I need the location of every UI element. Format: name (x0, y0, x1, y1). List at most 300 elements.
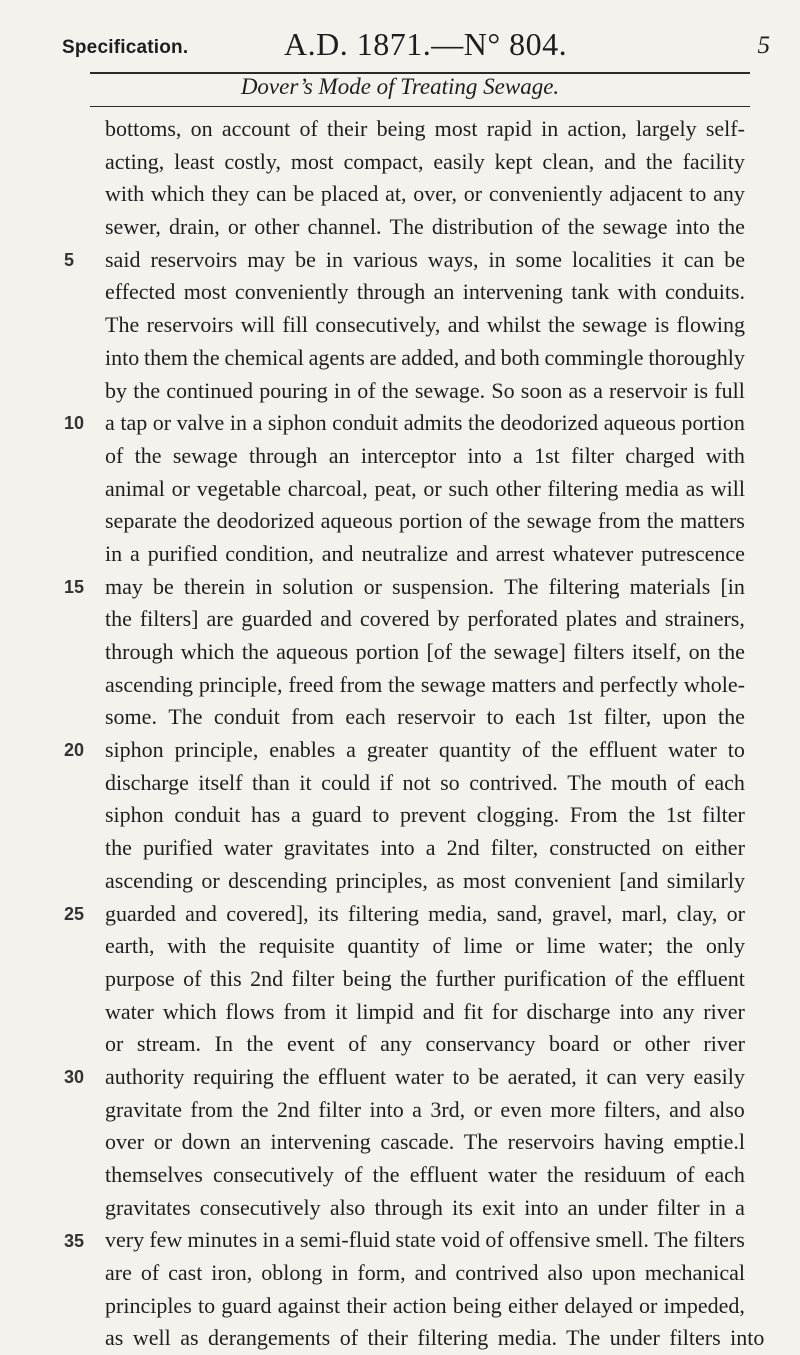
word: can (683, 246, 715, 272)
text-line (105, 1028, 745, 1061)
word: 1st (665, 802, 692, 828)
text-line (105, 930, 745, 963)
word: clay, (676, 900, 718, 926)
word: over, (413, 181, 457, 207)
word: to (689, 181, 707, 207)
word: agents (308, 344, 365, 370)
word: each (704, 1162, 745, 1187)
word: of (432, 933, 451, 959)
word: or (171, 475, 190, 501)
word: principles (105, 1292, 192, 1318)
word: it (299, 769, 312, 795)
word: water (105, 998, 154, 1024)
word: 2nd (250, 965, 284, 991)
word: exit (482, 1194, 516, 1220)
word: and (669, 1096, 701, 1122)
word: localities (572, 246, 652, 272)
word: guard (311, 802, 362, 828)
word: and (447, 312, 480, 338)
word: marl, (621, 900, 668, 926)
word: enables (269, 737, 336, 763)
word: from (190, 1096, 234, 1122)
word: on (661, 835, 684, 861)
word: channel. (307, 214, 382, 240)
word: facility (682, 148, 745, 174)
word: flowing (676, 312, 745, 338)
word: siphon (105, 802, 164, 828)
word: into (369, 1096, 404, 1122)
text-line (105, 244, 745, 277)
line-number: 10 (64, 413, 85, 433)
word: in (262, 1227, 280, 1253)
word: quantity (347, 933, 420, 959)
text-line (105, 1192, 745, 1225)
word: the (717, 214, 745, 240)
word: aqueous (320, 508, 393, 534)
word: 2nd (276, 1096, 310, 1122)
word: semi-fluid (299, 1227, 391, 1253)
word: covered (359, 606, 430, 632)
word: a (346, 737, 356, 763)
word: lime (546, 933, 586, 959)
word: drain, (169, 214, 220, 240)
word: effected (105, 279, 176, 305)
word: by (437, 606, 460, 632)
word: The (463, 1129, 499, 1155)
word: [in (720, 573, 745, 599)
word: and (320, 606, 352, 632)
word: matters (680, 508, 745, 534)
word: purification (503, 965, 607, 991)
text-line (105, 571, 745, 604)
word: ascending (105, 671, 193, 697)
word: the (548, 312, 575, 338)
word: from (283, 998, 327, 1024)
word: of (357, 377, 376, 403)
word: under (597, 1194, 648, 1220)
word: sewage (582, 312, 648, 338)
word: full (714, 377, 745, 403)
word: and (464, 344, 496, 370)
word: flows (225, 998, 275, 1024)
line-number: 20 (64, 740, 85, 760)
text-line (105, 407, 745, 440)
page-header (62, 20, 774, 70)
word: filtering (548, 573, 620, 599)
word: be (478, 1063, 500, 1089)
word: valve (176, 410, 225, 436)
word: lime (463, 933, 503, 959)
word: media, (428, 900, 488, 926)
word: other (644, 1031, 690, 1057)
word: whatever (552, 540, 634, 566)
word: of (348, 1031, 367, 1057)
word: may (247, 246, 286, 272)
word: The (654, 1227, 689, 1253)
word: soon (520, 377, 563, 403)
text-line (105, 734, 745, 767)
word: clean, (542, 148, 595, 174)
word: [of (426, 639, 453, 664)
word: further (435, 965, 496, 991)
word: to (372, 802, 390, 828)
word: in (488, 246, 506, 272)
word: of (485, 1227, 504, 1253)
word: its (317, 900, 339, 926)
word: residuum (584, 1162, 666, 1187)
word: the (381, 377, 409, 403)
word: kept (494, 148, 533, 174)
word: largely (635, 116, 697, 141)
word: [and (619, 867, 659, 893)
word: board (549, 1031, 600, 1057)
word: any (662, 998, 695, 1024)
word: tap (120, 410, 148, 436)
word: sewage (602, 214, 668, 240)
word: or (201, 867, 220, 893)
word: to (486, 704, 504, 730)
word: or (515, 933, 534, 959)
header-rule-bottom (90, 106, 750, 107)
word: as (685, 475, 704, 501)
word: into (467, 442, 502, 468)
word: interceptor (360, 442, 457, 468)
word: water (487, 1162, 537, 1187)
word: into (105, 344, 140, 370)
word: a (252, 410, 263, 436)
word: mechanical (644, 1260, 745, 1286)
word: offensive (508, 1227, 591, 1253)
word: into (524, 1194, 559, 1220)
word: vegetable (196, 475, 281, 501)
word: or (227, 214, 247, 240)
word: the (246, 1031, 274, 1057)
word: being (376, 116, 426, 141)
word: either (694, 835, 745, 861)
word: greater (366, 737, 428, 763)
word: conduit (174, 802, 241, 828)
word: effluent (589, 737, 658, 763)
text-line (105, 211, 745, 244)
word: the (388, 671, 416, 697)
text-line (105, 865, 745, 898)
word: requisite (258, 933, 335, 959)
word: 1st (534, 442, 560, 468)
word: most (463, 867, 506, 893)
word: cascade. (380, 1129, 455, 1155)
word: of (183, 965, 202, 991)
word: tank (571, 279, 610, 305)
patent-title: A.D. 1871.—N° 804. (284, 26, 568, 62)
word: into (380, 835, 415, 861)
word: fill (282, 312, 308, 338)
word: pouring (259, 377, 328, 403)
word: on (190, 116, 213, 141)
word: river (703, 1031, 745, 1057)
word: gravel, (551, 900, 613, 926)
word: its (452, 1194, 473, 1220)
word: some (515, 246, 563, 272)
word: 3rd, (430, 1096, 466, 1122)
word: they (211, 181, 250, 207)
word: not (402, 769, 431, 795)
word: a (593, 377, 603, 403)
word: delayed (564, 1292, 633, 1318)
word: may (105, 573, 143, 599)
word: be (295, 246, 316, 272)
word: of (614, 965, 634, 991)
word: charged (625, 442, 695, 468)
word: the (134, 442, 162, 468)
word: various (352, 246, 418, 272)
word: each (515, 704, 556, 730)
word: itself (198, 769, 243, 795)
word: whilst (486, 312, 541, 338)
word: water (667, 737, 717, 763)
word: filter, (603, 704, 652, 730)
word: are (369, 344, 397, 370)
word: distribution (431, 214, 534, 240)
word: conveniently (488, 181, 603, 207)
word: intervening (462, 279, 563, 305)
text-line (105, 309, 745, 342)
word: a (513, 442, 523, 468)
text-line (105, 1126, 745, 1159)
word: perforated (467, 606, 558, 632)
word: will (710, 475, 745, 501)
word: or (639, 1292, 658, 1318)
word: reservoirs (150, 246, 238, 272)
word: perfectly (599, 671, 678, 697)
word: sewage (420, 671, 486, 697)
word: purified (147, 540, 218, 566)
word: or (363, 573, 382, 599)
word: the (459, 639, 487, 664)
word: 2nd (446, 835, 480, 861)
word: charcoal, (287, 475, 368, 501)
line-number: 30 (64, 1067, 85, 1087)
word: chemical (224, 344, 304, 370)
word: through (248, 442, 318, 468)
word: contrived (455, 1260, 539, 1286)
word: emptie.l (673, 1129, 745, 1155)
word: at, (385, 181, 407, 207)
word: than (251, 769, 290, 795)
word: the (105, 606, 132, 632)
word: conduit (213, 704, 280, 730)
word: event (287, 1031, 335, 1057)
word: added, (401, 344, 460, 370)
word: in (331, 1260, 349, 1286)
word: strainers, (664, 606, 745, 632)
word: limpid (356, 998, 414, 1024)
word: the (183, 508, 211, 534)
word: itself, (631, 639, 682, 664)
word: both (500, 344, 540, 370)
word: deodorized (500, 410, 599, 436)
word: in (325, 246, 343, 272)
word: putrescence (641, 540, 745, 566)
text-line (105, 113, 745, 146)
word: action, (567, 116, 627, 141)
word: upon (662, 704, 707, 730)
text-line (105, 1257, 745, 1290)
text-line (105, 178, 745, 211)
word: freed (288, 671, 334, 697)
text-line (105, 898, 745, 931)
word: so (440, 769, 460, 795)
text-line (105, 146, 745, 179)
word: in (229, 410, 248, 436)
text-line (105, 276, 745, 309)
word: guarded (105, 900, 176, 926)
word: on (688, 639, 711, 664)
text-line (105, 1061, 745, 1094)
word: will (240, 312, 275, 338)
word: filters, (603, 1096, 661, 1122)
word: clogging. (476, 802, 560, 828)
word: requiring (193, 1063, 274, 1089)
word: rapid (486, 116, 532, 141)
text-line (105, 375, 745, 408)
word: sewer, (105, 214, 161, 240)
word: consecutively (199, 1194, 321, 1220)
word: other (495, 475, 541, 501)
body-text (105, 113, 765, 1355)
word: easily (433, 148, 485, 174)
word: quantity (438, 737, 511, 763)
word: or (612, 1031, 632, 1057)
word: reservoir (609, 377, 688, 403)
word: guard (221, 1292, 272, 1318)
word: are (105, 1260, 132, 1286)
word: therein (183, 573, 246, 599)
word: portion (399, 508, 463, 534)
word: filter (656, 1194, 700, 1220)
word: a (130, 540, 140, 566)
word: sewage (172, 442, 238, 468)
word: easily (693, 1063, 745, 1089)
word: into (619, 998, 654, 1024)
word: is (693, 377, 709, 403)
word: purified (143, 835, 213, 861)
word: of (521, 737, 541, 763)
word: of (541, 214, 560, 240)
word: intervening (270, 1129, 371, 1155)
word: filter (702, 802, 745, 828)
word: into (675, 214, 710, 240)
word: through (374, 1194, 443, 1220)
word: stream. (136, 1031, 202, 1057)
word: conveniently (234, 279, 349, 305)
word: admits (403, 410, 463, 436)
word: reservoir (397, 704, 476, 730)
word: filter (571, 442, 614, 468)
text-line (105, 832, 745, 865)
page-number: 5 (757, 32, 770, 59)
word: any (380, 1031, 412, 1057)
word: an (567, 1194, 589, 1220)
word: gravitate (105, 1096, 182, 1122)
word: very (105, 1227, 145, 1253)
word: the (645, 148, 673, 174)
word: said (105, 246, 141, 272)
word: The (168, 704, 203, 730)
word: most (183, 279, 227, 305)
text-line (105, 440, 745, 473)
word: constructed (549, 835, 651, 861)
word: principle, (174, 737, 259, 763)
word: effluent (318, 1063, 387, 1089)
word: similarly (666, 867, 745, 893)
word: from (597, 508, 641, 534)
word: in (541, 116, 559, 141)
word: the (241, 639, 269, 664)
word: descending (228, 867, 328, 893)
word: impeded, (663, 1292, 745, 1318)
word: The (105, 312, 140, 338)
word: if (379, 769, 393, 795)
word: deodorized (216, 508, 315, 534)
word: through (356, 279, 426, 305)
word: matters (491, 671, 557, 697)
text-line (105, 1159, 745, 1192)
text-line (105, 603, 745, 636)
word: mouth (611, 769, 668, 795)
word: siphon (105, 737, 164, 763)
word: sewage (526, 508, 592, 534)
text-line (105, 669, 745, 702)
word: the (666, 933, 694, 959)
word: their (346, 1292, 387, 1318)
word: them (144, 344, 189, 370)
word: gravitates (283, 835, 370, 861)
word: neutralize (361, 540, 449, 566)
word: sewage. (414, 377, 486, 403)
text-line (105, 767, 745, 800)
word: an (240, 1129, 261, 1155)
word: the (628, 802, 656, 828)
word: sand, (496, 900, 543, 926)
word: the (567, 214, 595, 240)
word: separate (105, 508, 178, 534)
word: an (433, 279, 455, 305)
word: which (180, 639, 235, 664)
word: contrived. (469, 769, 558, 795)
word: water; (598, 933, 654, 959)
word: be (153, 573, 174, 599)
word: of (468, 508, 488, 534)
word: whole- (683, 671, 745, 697)
word: could (321, 769, 370, 795)
word: a (105, 410, 115, 436)
word: which (150, 181, 205, 207)
word: the (646, 508, 674, 534)
text-line (105, 963, 745, 996)
word: conduits. (664, 279, 745, 305)
text-line (105, 996, 745, 1029)
word: filtering (348, 900, 419, 926)
word: few (149, 1227, 183, 1253)
word: portion (681, 410, 745, 436)
word: or (423, 475, 442, 501)
word: conservancy (425, 1031, 536, 1057)
word: least (174, 148, 215, 174)
word: either (508, 1292, 559, 1318)
word: it (585, 1063, 598, 1089)
word: guarded (241, 606, 313, 632)
word: solution (282, 573, 354, 599)
